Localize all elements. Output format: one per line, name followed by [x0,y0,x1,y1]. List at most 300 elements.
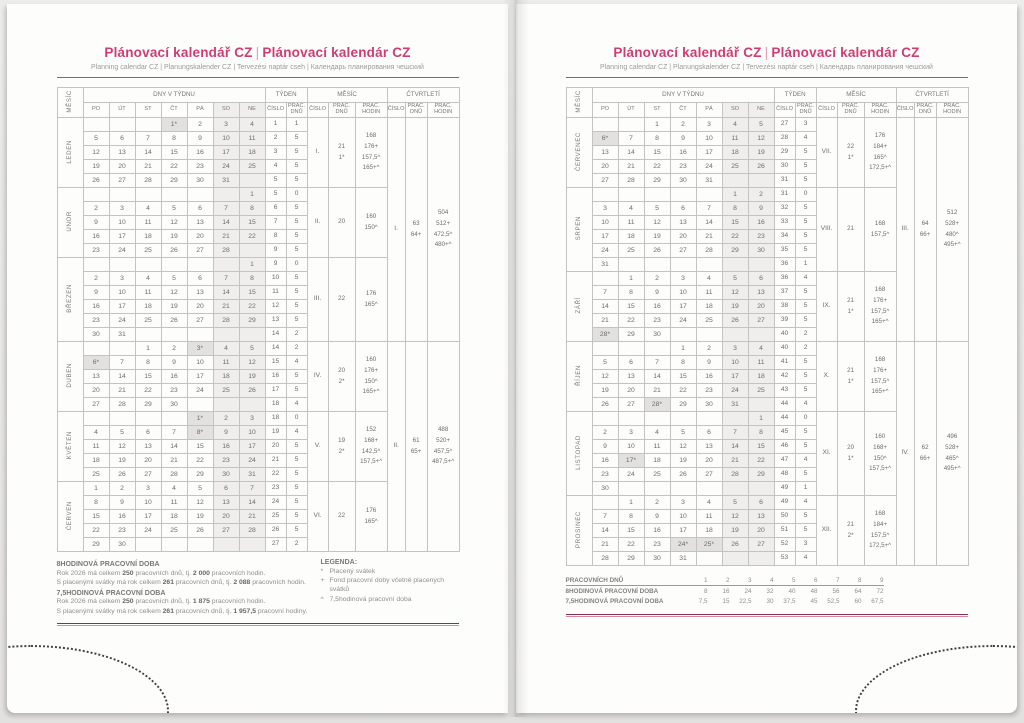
header-day-po: PO [83,103,109,118]
day-cell: 20 [696,454,722,468]
day-cell [618,482,644,496]
day-cell: 21 [135,160,161,174]
day-cell: 26 [644,244,670,258]
hours-table-value: 64 [854,588,862,595]
week-workdays-cell: 4 [286,426,307,440]
day-cell: 11 [696,510,722,524]
day-cell: 17 [109,300,135,314]
day-cell: 20 [213,510,239,524]
day-cell: 21 [161,454,187,468]
day-cell: 4 [135,202,161,216]
day-cell: 8 [239,202,265,216]
day-cell [670,258,696,272]
month-workhours-cell: 160 176+ 150^ 165+^ [355,342,387,412]
day-cell: 28 [135,174,161,188]
week-workdays-cell: 5 [795,244,816,258]
week-workdays-cell: 5 [286,160,307,174]
day-cell: 1 [722,188,748,202]
quarter-workhours-cell: 488 520+ 457,5^ 487,5+^ [427,342,459,552]
day-cell [696,482,722,496]
day-cell: 31 [670,552,696,566]
week-number-cell: 41 [774,356,795,370]
day-cell: 6 [696,426,722,440]
day-cell: 7 [213,272,239,286]
day-cell: 2 [748,188,774,202]
day-cell: 8 [748,426,774,440]
week-number-cell: 21 [265,454,286,468]
week-number-cell: 17 [265,384,286,398]
day-cell: 19 [239,370,265,384]
cumulative-hours-table [566,575,968,606]
day-cell: 30 [644,328,670,342]
day-cell: 9 [83,216,109,230]
week-number-cell: 40 [774,342,795,356]
month-label-text: DUBEN [65,363,73,388]
day-cell: 12 [670,440,696,454]
day-cell: 14 [644,370,670,384]
day-cell: 14 [592,300,618,314]
day-cell: 26 [161,244,187,258]
day-cell: 8 [618,510,644,524]
day-cell: 13 [187,286,213,300]
day-cell: 28 [592,552,618,566]
day-cell: 24 [618,468,644,482]
month-numeral-cell: XII. [816,496,837,566]
calendar-header [57,88,459,118]
day-cell: 27 [83,398,109,412]
month-label-text: SRPEN [574,216,582,241]
month-workhours-cell: 168 157,5^ [864,188,896,272]
day-cell: 4 [722,118,748,132]
week-number-cell: 10 [265,272,286,286]
day-cell: 3 [722,342,748,356]
day-cell: 23 [670,160,696,174]
day-cell: 22 [83,524,109,538]
day-cell: 7 [213,202,239,216]
day-cell: 26 [239,384,265,398]
day-cell: 12 [644,216,670,230]
week-number-cell: 4 [265,160,286,174]
day-cell: 28 [109,398,135,412]
day-cell: 24 [213,160,239,174]
day-cell: 13 [109,146,135,160]
day-cell: 28 [722,468,748,482]
day-cell: 29 [618,552,644,566]
day-cell: 18 [644,454,670,468]
quarter-workdays-cell: 63 64+ [405,118,427,342]
header-week-group: TÝDEN [774,88,816,103]
day-cell: 26 [83,174,109,188]
day-cell: 31 [239,468,265,482]
day-cell: 13 [670,216,696,230]
week-workdays-cell: 5 [795,510,816,524]
calendar-header [566,88,968,118]
week-workdays-cell: 2 [286,538,307,552]
day-cell: 1 [618,496,644,510]
day-cell: 8 [135,356,161,370]
day-cell: 13 [135,440,161,454]
day-cell [161,328,187,342]
month-workdays-cell: 22 [328,482,355,552]
day-cell: 3 [239,412,265,426]
week-number-cell: 34 [774,230,795,244]
header-month-column [566,88,592,118]
day-cell [644,258,670,272]
quarter-workhours-cell: 496 528+ 465^ 495+^ [936,342,968,566]
day-cell: 27 [592,174,618,188]
day-cell: 16 [644,524,670,538]
day-cell: 19 [161,300,187,314]
calendar-table-jul-dec [566,87,968,566]
month-label [57,188,83,258]
day-cell: 27 [187,244,213,258]
week-workdays-cell: 0 [286,188,307,202]
day-cell: 18 [161,510,187,524]
day-cell: 30 [696,398,722,412]
day-cell: 16 [696,370,722,384]
day-cell [748,328,774,342]
header-month-workdays: PRAC. DNŮ [328,103,355,118]
day-cell: 27 [213,524,239,538]
month-numeral-cell: V. [307,412,328,482]
day-cell: 3 [592,202,618,216]
week-workdays-cell: 2 [286,328,307,342]
day-cell: 29 [644,174,670,188]
week-number-cell: 9 [265,244,286,258]
week-number-cell: 12 [265,300,286,314]
day-cell: 2 [109,482,135,496]
week-number-cell: 16 [265,370,286,384]
day-cell: 21 [644,384,670,398]
week-workdays-cell: 0 [286,258,307,272]
week-workdays-cell: 4 [795,496,816,510]
hours-table-value: 7,5 [698,598,708,605]
day-cell [239,174,265,188]
day-cell [722,482,748,496]
day-cell [135,538,161,552]
day-cell: 22 [161,160,187,174]
week-workdays-cell: 4 [795,398,816,412]
week-row [566,342,968,356]
day-cell: 25 [644,468,670,482]
day-cell: 4 [618,202,644,216]
day-cell [748,552,774,566]
day-cell: 1 [670,342,696,356]
day-cell: 26 [722,538,748,552]
header-day-so: SO [722,103,748,118]
hours-table-value: 56 [832,588,840,595]
day-cell [748,174,774,188]
week-number-cell: 1 [265,118,286,132]
day-cell [748,482,774,496]
day-cell: 5 [592,356,618,370]
week-workdays-cell: 5 [286,244,307,258]
day-cell: 2 [161,342,187,356]
header-day-pá: PÁ [696,103,722,118]
day-cell: 1* [187,412,213,426]
day-cell: 12 [722,510,748,524]
hours-table-value: 22,5 [739,598,752,605]
day-cell: 27 [618,398,644,412]
day-cell [722,552,748,566]
day-cell [239,328,265,342]
day-cell: 17 [722,370,748,384]
day-cell: 22 [748,454,774,468]
week-workdays-cell: 1 [795,482,816,496]
day-cell [592,272,618,286]
day-cell [618,258,644,272]
day-cell: 20 [592,160,618,174]
week-number-cell: 28 [774,132,795,146]
day-cell: 14 [618,146,644,160]
title-rule [566,77,968,78]
day-cell: 16 [83,300,109,314]
day-cell: 18 [213,370,239,384]
day-cell: 23 [748,230,774,244]
day-cell: 14 [722,440,748,454]
day-cell: 15 [239,216,265,230]
day-cell: 10 [618,440,644,454]
day-cell: 16 [670,146,696,160]
day-cell: 4 [83,426,109,440]
hours-table-value: 40 [788,588,796,595]
month-workdays-cell: 20 1* [837,412,864,496]
day-cell: 10 [135,496,161,510]
week-number-cell: 29 [774,146,795,160]
day-cell: 19 [83,160,109,174]
day-cell: 8 [670,356,696,370]
day-cell: 6* [83,356,109,370]
day-cell: 27 [748,538,774,552]
day-cell: 3 [696,118,722,132]
day-cell: 2 [83,272,109,286]
day-cell: 16 [644,300,670,314]
day-cell: 15 [722,216,748,230]
header-day-po: PO [592,103,618,118]
day-cell: 22 [187,454,213,468]
hours-table-value: 48 [810,588,818,595]
day-cell: 25 [161,524,187,538]
week-number-cell: 39 [774,314,795,328]
header-group-row [566,88,968,103]
day-cell [722,412,748,426]
week-workdays-cell: 3 [795,538,816,552]
day-cell: 24 [109,244,135,258]
day-cell: 23 [592,468,618,482]
day-cell: 7 [644,356,670,370]
week-number-cell: 37 [774,286,795,300]
day-cell: 17* [618,454,644,468]
day-cell: 21 [618,160,644,174]
day-cell: 4 [748,342,774,356]
page-subtitle: Planning calendar CZ | Planungskalender CZ | Tervezési naptár cseh | Календарь планирования чешский [600,64,933,71]
week-workdays-cell: 3 [795,118,816,132]
week-workdays-cell: 5 [795,468,816,482]
hours-table-label: 7,5HODINOVÁ PRACOVNÍ DOBA [565,598,664,605]
day-cell [592,496,618,510]
legend-symbol: ^ [320,595,324,603]
day-cell: 25* [696,538,722,552]
day-cell [161,258,187,272]
hours-table-value: 2 [708,575,730,586]
day-cell: 11 [644,440,670,454]
legend [321,559,459,617]
week-number-cell: 38 [774,300,795,314]
day-cell [592,412,618,426]
header-month-group: MĚSÍC [307,88,387,103]
header-days-of-week: DNY V TÝDNU [83,88,265,103]
week-number-cell: 14 [265,342,286,356]
week-number-cell: 49 [774,496,795,510]
day-cell: 5 [161,272,187,286]
week-workdays-cell: 0 [795,412,816,426]
day-cell: 22 [239,230,265,244]
week-number-cell: 47 [774,454,795,468]
day-cell: 19 [109,454,135,468]
week-number-cell: 44 [774,398,795,412]
day-cell: 13 [187,216,213,230]
month-workdays-cell: 21 [837,188,864,272]
week-workdays-cell: 5 [795,524,816,538]
day-cell: 4 [213,342,239,356]
week-workdays-cell: 5 [795,230,816,244]
day-cell: 20 [187,300,213,314]
day-cell: 11 [83,440,109,454]
day-cell: 4 [644,426,670,440]
day-cell: 25 [135,244,161,258]
day-cell: 4 [135,272,161,286]
day-cell: 4 [696,496,722,510]
week-workdays-cell: 5 [286,202,307,216]
header-month-workdays: PRAC. DNŮ [837,103,864,118]
title-separator: | [255,45,260,60]
month-label [57,258,83,342]
day-cell: 9 [748,202,774,216]
day-cell [161,412,187,426]
month-numeral-cell: VII. [816,118,837,188]
day-cell: 31 [109,328,135,342]
day-cell: 23 [696,384,722,398]
day-cell: 15 [618,300,644,314]
week-workdays-cell: 5 [286,146,307,160]
hours-table-value: 16 [722,588,730,595]
day-cell [109,412,135,426]
day-cell: 28 [239,524,265,538]
day-cell: 3 [618,426,644,440]
day-cell: 15 [187,440,213,454]
day-cell: 12 [592,370,618,384]
day-cell: 25 [696,314,722,328]
quarter-workdays-cell: 62 66+ [914,342,936,566]
week-workdays-cell: 5 [286,468,307,482]
day-cell [644,412,670,426]
day-cell: 23 [109,524,135,538]
day-cell: 19 [748,146,774,160]
header-quarter-group: ČTVRTLETÍ [896,88,968,103]
day-cell: 8 [644,132,670,146]
legend-symbol: * [320,567,324,575]
legend-item [321,596,459,604]
day-cell: 15 [161,146,187,160]
week-number-cell: 15 [265,356,286,370]
day-cell [83,412,109,426]
page-title [566,4,968,60]
calendar-body [57,118,459,552]
day-cell: 10 [187,356,213,370]
day-cell: 7 [722,426,748,440]
day-cell [161,188,187,202]
day-cell [135,328,161,342]
header-week-workdays: PRAC. DNŮ [286,103,307,118]
day-cell [213,328,239,342]
day-cell [83,258,109,272]
week-number-cell: 2 [265,132,286,146]
day-cell: 2 [592,426,618,440]
day-cell: 31 [213,174,239,188]
header-day-út: ÚT [109,103,135,118]
month-numeral-cell: VI. [307,482,328,552]
month-workdays-cell: 21 1* [837,342,864,412]
day-cell: 9 [109,496,135,510]
week-workdays-cell: 5 [795,300,816,314]
day-cell: 5 [722,496,748,510]
week-workdays-cell: 4 [795,272,816,286]
week-workdays-cell: 4 [795,552,816,566]
day-cell: 5 [83,132,109,146]
week-number-cell: 32 [774,202,795,216]
day-cell: 15 [670,370,696,384]
day-cell: 15 [618,524,644,538]
day-cell: 16 [83,230,109,244]
day-cell: 25 [722,160,748,174]
day-cell: 11 [135,216,161,230]
day-cell: 11 [748,356,774,370]
hours-table [566,575,884,606]
day-cell: 17 [213,146,239,160]
day-cell: 19 [644,230,670,244]
day-cell: 25 [748,384,774,398]
week-workdays-cell: 5 [795,426,816,440]
month-workdays-cell: 21 1* [837,272,864,342]
day-cell: 30 [670,174,696,188]
day-cell: 21 [592,314,618,328]
day-cell: 9 [644,510,670,524]
week-number-cell: 43 [774,384,795,398]
day-cell: 22 [670,384,696,398]
day-cell: 11 [722,132,748,146]
day-cell: 27 [135,468,161,482]
day-cell: 28* [592,328,618,342]
day-cell: 26 [109,468,135,482]
day-cell: 12 [748,132,774,146]
month-label-text: LISTOPAD [574,435,582,470]
header-sub-row [57,103,459,118]
week-workdays-cell: 5 [286,272,307,286]
day-cell: 18 [135,230,161,244]
hours-table-label: 8HODINOVÁ PRACOVNÍ DOBA [565,588,659,595]
day-cell [618,118,644,132]
header-month-number: ČÍSLO [816,103,837,118]
day-cell: 18 [748,370,774,384]
day-cell [213,538,239,552]
header-days-of-week: DNY V TÝDNU [592,88,774,103]
day-cell: 19 [670,454,696,468]
day-cell: 12 [83,146,109,160]
header-month-label: MĚSÍC [574,89,582,113]
day-cell: 4 [161,482,187,496]
day-cell: 11 [135,286,161,300]
page-title [57,4,459,60]
